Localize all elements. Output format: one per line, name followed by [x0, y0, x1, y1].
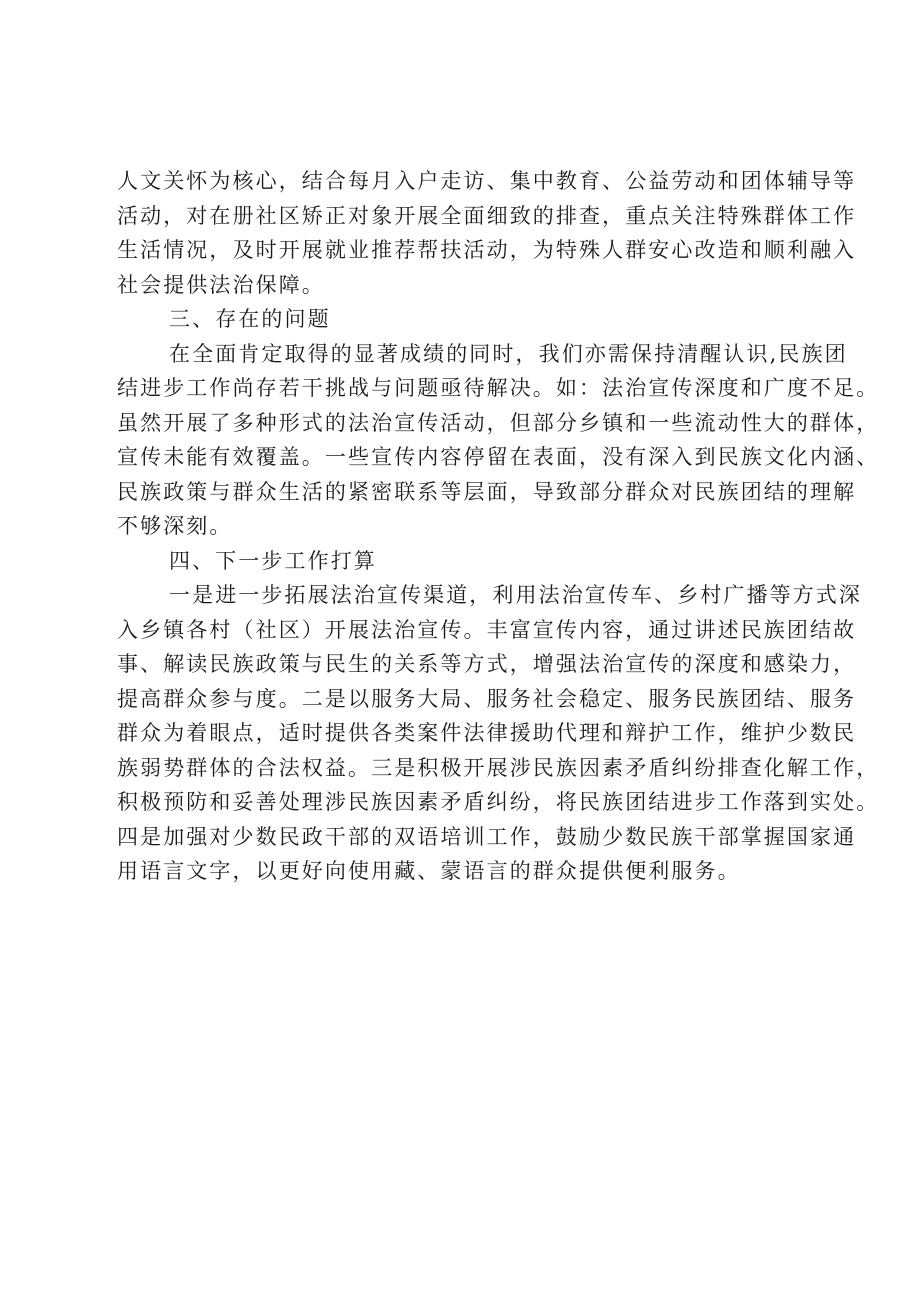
text-line: 群众为着眼点，适时提供各类案件法律援助代理和辩护工作，维护少数民	[117, 721, 857, 745]
section-heading-next-steps: 四、下一步工作打算	[169, 548, 377, 573]
text-line: 不够深刻。	[117, 514, 233, 538]
text-line: 虽然开展了多种形式的法治宣传活动，但部分乡镇和一些流动性大的群体，	[117, 410, 880, 435]
text-line: 民族政策与群众生活的紧密联系等层面，导致部分群众对民族团结的理解	[117, 479, 857, 504]
text-line: 用语言文字，以更好向使用藏、蒙语言的群众提供便利服务。	[117, 859, 741, 883]
text-line: 族弱势群体的合法权益。三是积极开展涉民族因素矛盾纠纷排查化解工作，	[117, 755, 880, 780]
text-line: 人文关怀为核心，结合每月入户走访、集中教育、公益劳动和团体辅导等	[117, 169, 857, 193]
text-line: 事、解读民族政策与民生的关系等方式，增强法治宣传的深度和感染力，	[117, 652, 857, 676]
text-line: 宣传未能有效覆盖。一些宣传内容停留在表面，没有深入到民族文化内涵、	[117, 445, 880, 469]
text-line: 活动，对在册社区矫正对象开展全面细致的排查，重点关注特殊群体工作	[117, 203, 857, 228]
text-line: 提高群众参与度。二是以服务大局、服务社会稳定、服务民族团结、服务	[117, 686, 857, 711]
section-heading-problems: 三、存在的问题	[169, 307, 331, 331]
text-line: 一是进一步拓展法治宣传渠道，利用法治宣传车、乡村广播等方式深	[169, 583, 862, 607]
text-line: 积极预防和妥善处理涉民族因素矛盾纠纷，将民族团结进步工作落到实处。	[117, 790, 880, 814]
text-line: 在全面肯定取得的显著成绩的同时，我们亦需保持清醒认识,民族团	[169, 341, 848, 366]
text-line: 结进步工作尚存若干挑战与问题亟待解决。如：法治宣传深度和广度不足。	[117, 376, 880, 400]
text-line: 社会提供法治保障。	[117, 272, 325, 297]
text-line: 四是加强对少数民政干部的双语培训工作，鼓励少数民族干部掌握国家通	[117, 824, 857, 849]
text-line: 入乡镇各村（社区）开展法治宣传。丰富宣传内容，通过讲述民族团结故	[117, 617, 857, 642]
document-body	[117, 164, 880, 889]
text-line: 生活情况，及时开展就业推荐帮扶活动，为特殊人群安心改造和顺利融入	[117, 238, 857, 262]
